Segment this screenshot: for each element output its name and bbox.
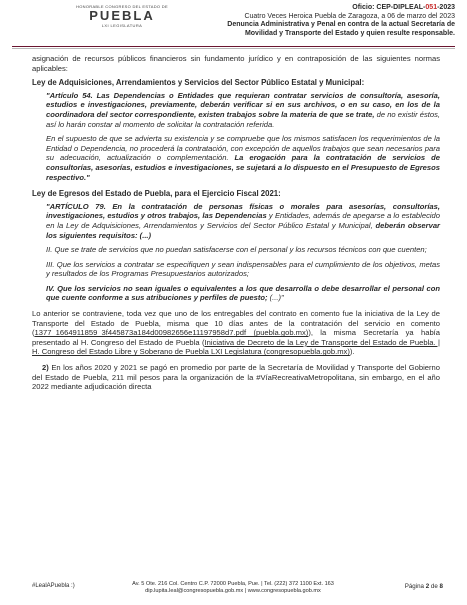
oficio-line bbox=[125, 4, 455, 13]
logo-name: PUEBLA bbox=[89, 8, 155, 23]
article-54-part-a: "Artículo 54. Las Dependencias o Entidades que requieran contratar servicios de consultoría, asesoría, estudios e investigaciones, previamente, deberán verificar si en sus archivos, o en su caso, en los de la coordinadora del sector correspondiente, existen trabajos sobre la materia de que se trate, bbox=[46, 90, 440, 119]
paragraph-1 bbox=[32, 309, 440, 357]
footer-address-line-2: dip.lupita.leal@congresopuebla.gob.mx | www.congresopuebla.gob.mx bbox=[145, 587, 321, 594]
article-79-quote bbox=[46, 202, 440, 240]
article-54-paragraph-2 bbox=[46, 134, 440, 182]
header-info bbox=[125, 4, 455, 38]
law1-heading: Ley de Adquisiciones, Arrendamientos y Servicios del Sector Público Estatal y Municipal: bbox=[32, 78, 365, 88]
intro-paragraph: asignación de recursos públicos financieros sin fundamento jurídico y en contraposición de las siguientes normas aplicables: bbox=[32, 54, 440, 73]
article-79-part-a: "ARTÍCULO 79. En la contratación de personas físicas o morales para asesorías, consultorías, investigaciones, estudios y otros trabajos, las Dependencias bbox=[46, 201, 440, 221]
footer-address-line-1: Av. 5 Ote. 216 Col. Centro C.P. 72000 Puebla, Pue. | Tel. (222) 372 1100 Ext. 163 bbox=[132, 581, 334, 587]
subject-line-2: Movilidad y Transporte del Estado y quien resulte responsable. bbox=[244, 29, 455, 37]
article-54-part-b: de no existir éstos, así lo harán constar al momento de solicitar la contratación referida. bbox=[46, 109, 440, 129]
subject-line-1: Denuncia Administrativa y Penal en contra de la actual Secretaría de bbox=[227, 21, 455, 29]
oficio-number: 051 bbox=[425, 4, 438, 11]
fraction-ii: II. Que se trate de servicios que no puedan satisfacerse con el personal y los recursos técnicos con que cuenten; bbox=[46, 245, 427, 255]
fraction-iv bbox=[46, 284, 440, 303]
article-54-quote bbox=[46, 91, 440, 129]
header-divider-secondary bbox=[12, 48, 455, 49]
page-number bbox=[405, 583, 443, 590]
fraction-iv-part-a: IV. Que los servicios no sean iguales o equivalentes a los que desarrolla o debe desarrollar el personal con que cuente conforme a sus atribuciones y perfiles de puesto; bbox=[46, 283, 440, 303]
oficio-label: Oficio: CEP-DIPLEAL- bbox=[352, 4, 426, 11]
initiative-link[interactable]: Iniciativa de Decreto de la Ley de Transporte del Estado de Puebla. | H. Congreso del Estado Libre y Soberano de Puebla LXI Legislatura (congresopuebla.gob.mx) bbox=[32, 337, 440, 357]
logo-bottom-text: LXI LEGISLATURA bbox=[101, 23, 143, 28]
logo-top-text: HONORABLE CONGRESO DEL ESTADO DE bbox=[76, 4, 168, 9]
footer-address bbox=[98, 581, 368, 595]
fraction-iv-part-b: (...)" bbox=[267, 293, 284, 303]
paragraph-2 bbox=[32, 363, 440, 392]
paragraph-1-part-b: ), la misma Secretaría ya había presentado al H. Congreso del Estado de Puebla ( bbox=[32, 328, 440, 347]
paragraph-2-text: En los años 2020 y 2021 se pagó en promedio por parte de la Secretaría de Movilidad y Transporte del Gobierno del Estado de Puebla, 211 mil pesos para la organización de la #VíaRecreativaMetropolitana, sin embargo, en el año 2022 mediante adjudicación directa bbox=[32, 363, 440, 392]
page-label: Página bbox=[404, 583, 424, 590]
header-divider bbox=[12, 46, 455, 47]
page-of: de bbox=[430, 583, 438, 590]
paragraph-1-part-c: ). bbox=[349, 347, 355, 357]
page-current: 2 bbox=[425, 583, 430, 590]
paragraph-2-number: 2) bbox=[42, 363, 49, 373]
article-79-part-c: deberán observar los siguientes requisitos: (...) bbox=[46, 220, 440, 240]
article-79-part-b: y Entidades, además de apegarse a lo establecido en la Ley de Adquisiciones, Arrendamientos y Servicios del Sector Público Estatal y Municipal, bbox=[46, 211, 440, 230]
contract-pdf-link[interactable]: 1377_1664911859_3f445873a184d00982656e11197958d7.pdf (puebla.gob.mx) bbox=[34, 328, 309, 338]
law2-heading: Ley de Egresos del Estado de Puebla, para el Ejercicio Fiscal 2021: bbox=[32, 189, 281, 199]
article-54-part-d: La erogación para la contratación de servicios de consultorías, asesorías, estudios e investigaciones, se sujetará a lo dispuesto en el Presupuesto de Egresos respectivo." bbox=[46, 153, 440, 182]
oficio-year: -2023 bbox=[437, 4, 455, 11]
date-line: Cuatro Veces Heroica Puebla de Zaragoza, a 06 de marzo del 2023 bbox=[244, 12, 455, 20]
footer-hashtag: #LealAPuebla :) bbox=[32, 583, 75, 589]
article-54-part-c: En el supuesto de que se advierta su existencia y se compruebe que los mismos satisfacen los requerimientos de la Entidad o Dependencia, no procederá la contratación, con excepción de aquellos trabajos que sean necesarios para su adecuación, actualización o complementación. bbox=[46, 134, 440, 163]
fraction-iii: III. Que los servicios a contratar se especifiquen y sean indispensables para el cumplimiento de los objetivos, metas y resultados de los Programas Presupuestarios autorizados; bbox=[46, 259, 440, 279]
document-body bbox=[32, 54, 440, 392]
page-total: 8 bbox=[439, 583, 443, 590]
paragraph-1-part-a: Lo anterior se contraviene, toda vez que uno de los entregables del contrato en comento fue la iniciativa de la Ley de Transporte del Estado de Puebla, misma que 10 días antes de la contratación del servicio en comento ( bbox=[32, 309, 440, 338]
